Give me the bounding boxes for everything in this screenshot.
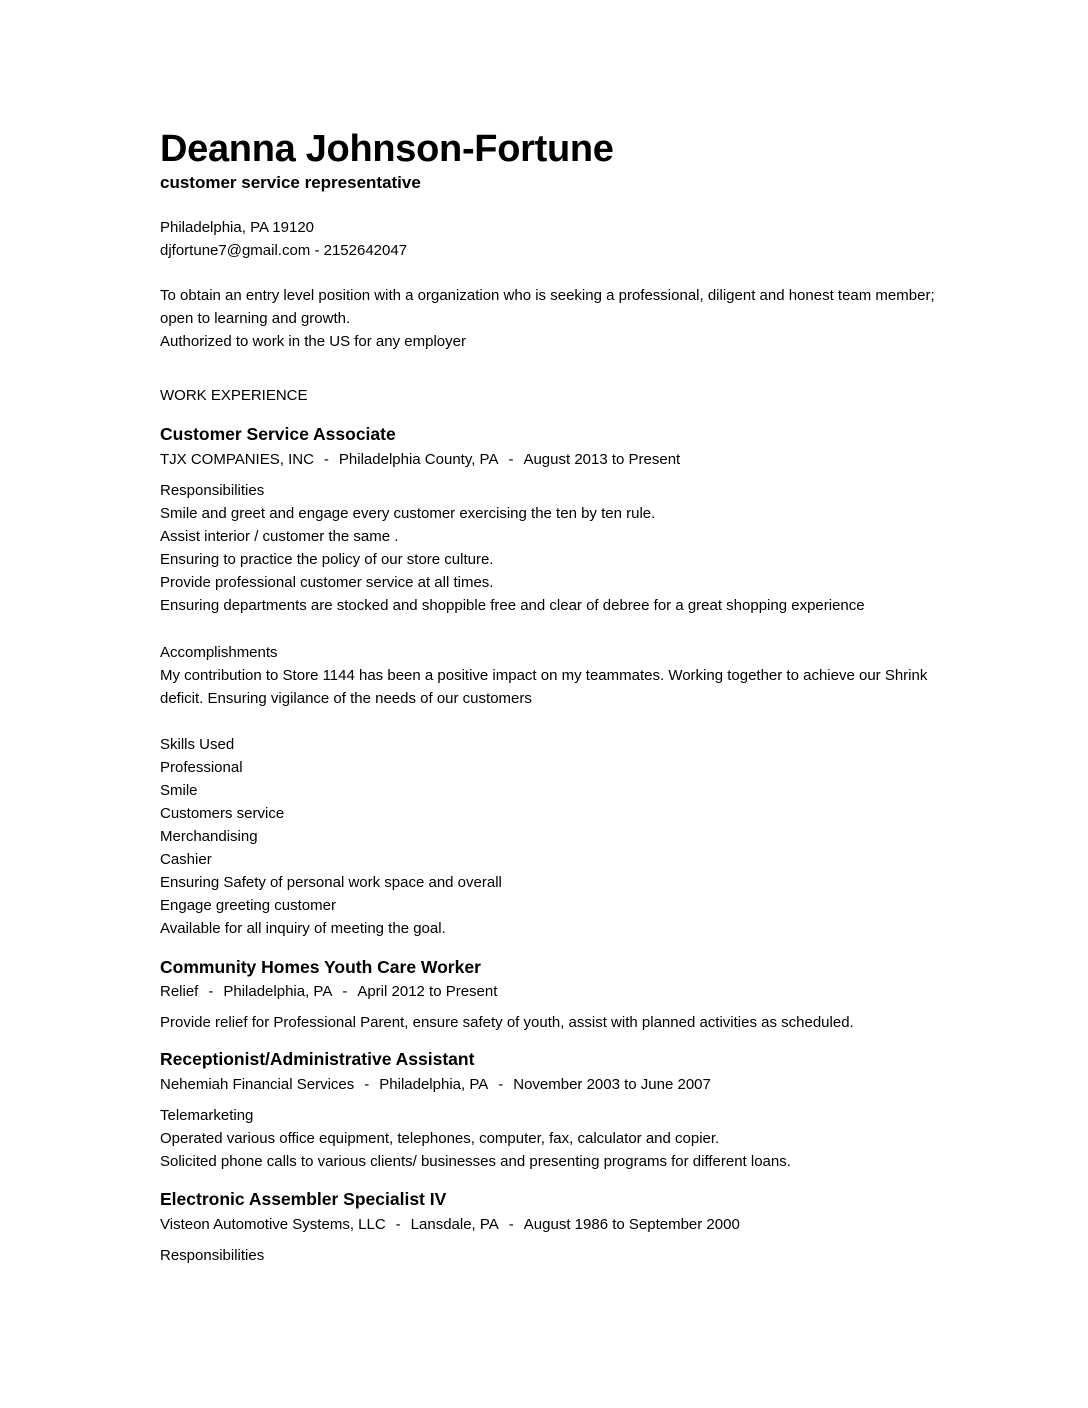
- responsibility-item: Ensuring to practice the policy of our store culture.: [160, 551, 494, 568]
- skill-item: Engage greeting customer: [160, 897, 336, 914]
- job-dates: August 2013 to Present: [523, 451, 681, 468]
- job-location: Lansdale, PA: [410, 1216, 499, 1233]
- job-meta: [160, 448, 680, 471]
- duty-item: Operated various office equipment, telephones, computer, fax, calculator and copier.: [160, 1130, 720, 1147]
- job-dates: August 1986 to September 2000: [523, 1216, 740, 1233]
- job-meta: [160, 1213, 740, 1236]
- objective: To obtain an entry level position with a organization who is seeking a professional, diligent and honest team member; open to learning and growth.: [160, 287, 935, 327]
- job-title: Customer Service Associate: [160, 424, 396, 444]
- job-title: Community Homes Youth Care Worker: [160, 957, 481, 977]
- job-title: Receptionist/Administrative Assistant: [160, 1049, 475, 1069]
- candidate-headline: customer service representative: [160, 173, 421, 192]
- job-company: Nehemiah Financial Services: [160, 1076, 355, 1093]
- work-authorization: Authorized to work in the US for any employer: [160, 333, 466, 350]
- job-meta: [160, 980, 497, 1003]
- skill-item: Merchandising: [160, 828, 258, 845]
- location: Philadelphia, PA 19120: [160, 219, 315, 236]
- duty-item: Solicited phone calls to various clients/ businesses and presenting programs for different loans.: [160, 1153, 791, 1170]
- separator: -: [342, 983, 348, 1000]
- job-description: Provide relief for Professional Parent, ensure safety of youth, assist with planned activities as scheduled.: [160, 1014, 854, 1031]
- separator: -: [208, 983, 214, 1000]
- job-location: Philadelphia County, PA: [338, 451, 499, 468]
- responsibility-item: Provide professional customer service at all times.: [160, 574, 494, 591]
- separator: -: [395, 1216, 401, 1233]
- responsibilities-label: Responsibilities: [160, 482, 265, 499]
- separator: -: [508, 451, 514, 468]
- candidate-name: Deanna Johnson-Fortune: [160, 128, 614, 170]
- job-company: Visteon Automotive Systems, LLC: [160, 1216, 386, 1233]
- separator: -: [498, 1076, 504, 1093]
- skill-item: Professional: [160, 759, 243, 776]
- job-location: Philadelphia, PA: [379, 1076, 489, 1093]
- separator: -: [364, 1076, 370, 1093]
- skills-label: Skills Used: [160, 736, 235, 753]
- skill-item: Smile: [160, 782, 198, 799]
- job-title: Electronic Assembler Specialist IV: [160, 1189, 447, 1209]
- job-dates: November 2003 to June 2007: [513, 1076, 711, 1093]
- job-meta: [160, 1073, 711, 1096]
- job-location: Philadelphia, PA: [223, 983, 333, 1000]
- responsibilities-label: Responsibilities: [160, 1247, 265, 1264]
- section-title-work-experience: WORK EXPERIENCE: [160, 387, 308, 404]
- responsibility-item: Ensuring departments are stocked and shoppible free and clear of debree for a great shopping experience: [160, 597, 865, 614]
- separator: -: [508, 1216, 514, 1233]
- job-dates: April 2012 to Present: [357, 983, 498, 1000]
- job-company: TJX COMPANIES, INC: [160, 451, 314, 468]
- responsibility-item: Smile and greet and engage every customer exercising the ten by ten rule.: [160, 505, 656, 522]
- contact-info: djfortune7@gmail.com - 2152642047: [160, 242, 408, 259]
- job-company: Relief: [160, 983, 199, 1000]
- accomplishments-text: My contribution to Store 1144 has been a positive impact on my teammates. Working together to achieve our Shrink deficit. Ensuring vigilance of the needs of our customers: [160, 667, 928, 707]
- skill-item: Available for all inquiry of meeting the goal.: [160, 920, 446, 937]
- skill-item: Customers service: [160, 805, 285, 822]
- accomplishments-label: Accomplishments: [160, 644, 278, 661]
- skill-item: Cashier: [160, 851, 212, 868]
- job-subheading: Telemarketing: [160, 1107, 254, 1124]
- responsibility-item: Assist interior / customer the same .: [160, 528, 399, 545]
- skill-item: Ensuring Safety of personal work space and overall: [160, 874, 502, 891]
- separator: -: [323, 451, 329, 468]
